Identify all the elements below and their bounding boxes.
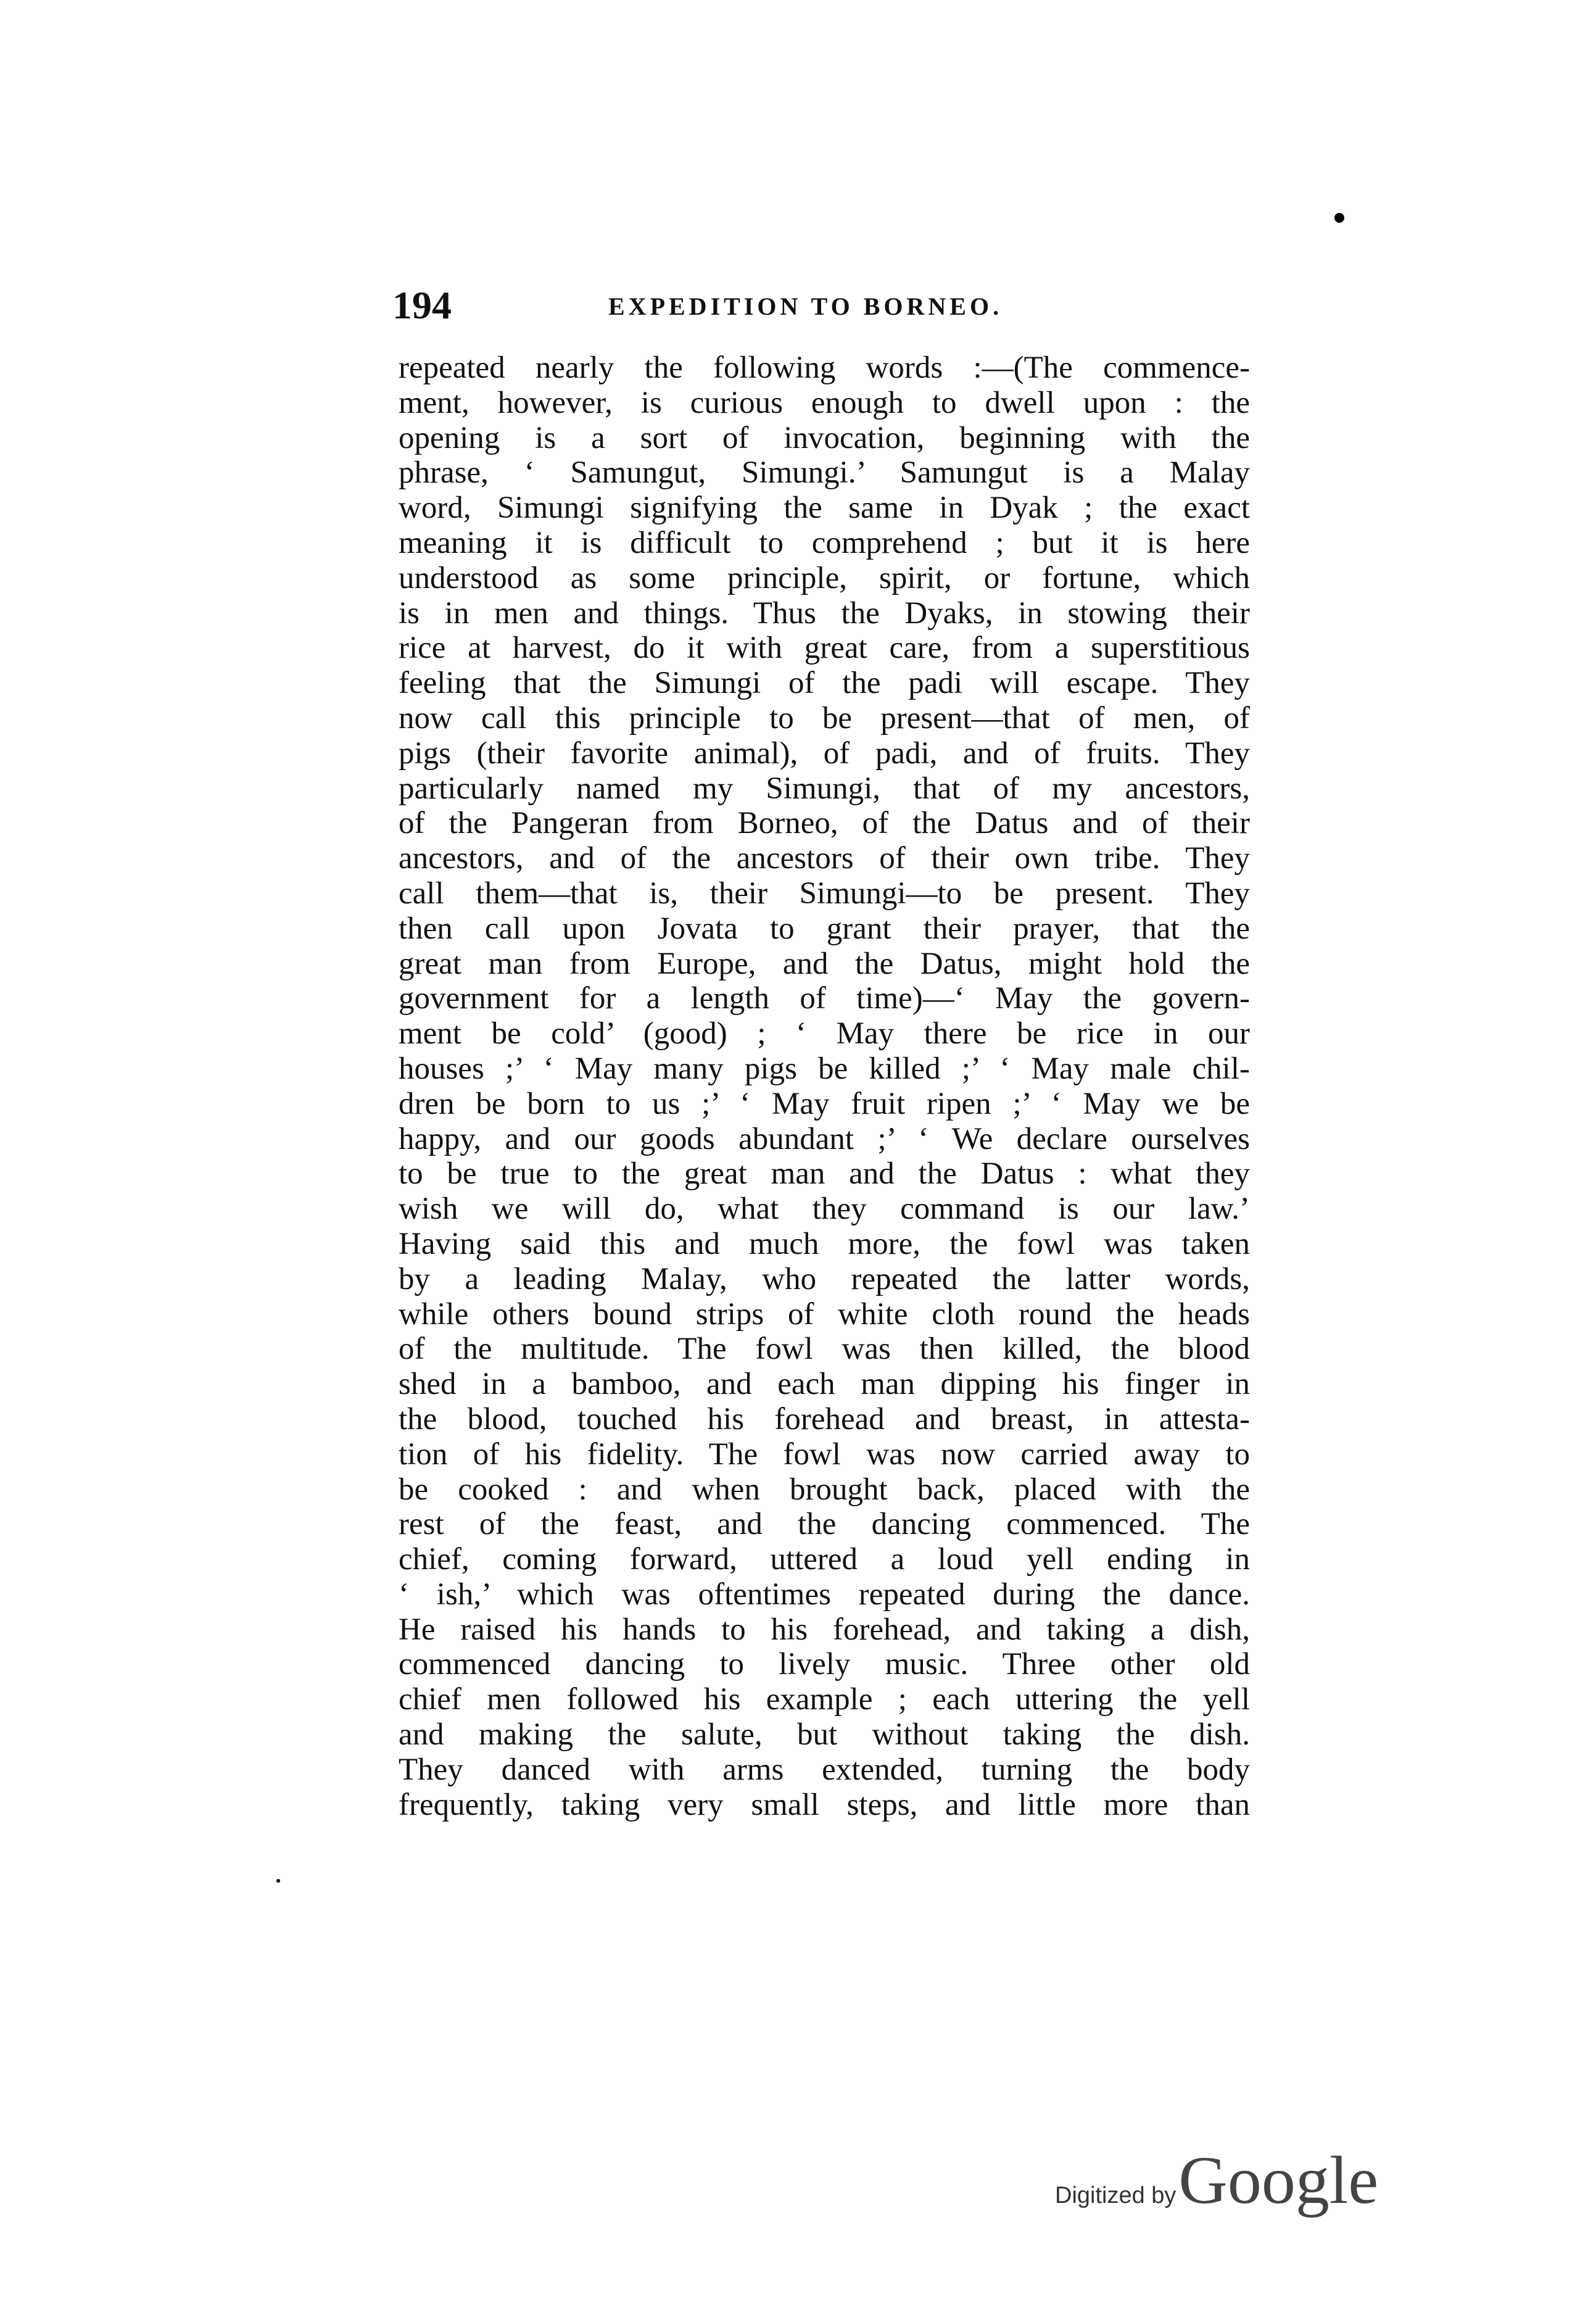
text-line: ment, however, is curious enough to dwell upon : the: [399, 385, 1250, 420]
text-line: They danced with arms extended, turning the body: [399, 1752, 1250, 1787]
text-line: government for a length of time)—‘ May the govern-: [399, 981, 1250, 1016]
text-line: commenced dancing to lively music. Three other old: [399, 1647, 1250, 1682]
text-line: word, Simungi signifying the same in Dyak ; the exact: [399, 491, 1250, 526]
text-line: repeated nearly the following words :—(The commence-: [399, 350, 1250, 385]
text-line: call them—that is, their Simungi—to be present. They: [399, 876, 1250, 911]
text-line: feeling that the Simungi of the padi will escape. They: [399, 666, 1250, 701]
text-line: happy, and our goods abundant ;’ ‘ We declare ourselves: [399, 1121, 1250, 1156]
text-line: shed in a bamboo, and each man dipping his finger in: [399, 1367, 1250, 1402]
text-line: while others bound strips of white cloth round the heads: [399, 1296, 1250, 1332]
text-line: opening is a sort of invocation, beginning with the: [399, 420, 1250, 455]
text-line: understood as some principle, spirit, or fortune, which: [399, 560, 1250, 595]
text-line: chief, coming forward, uttered a loud yell ending in: [399, 1542, 1250, 1577]
text-line: meaning it is difficult to comprehend ; but it is here: [399, 525, 1250, 560]
text-line: great man from Europe, and the Datus, might hold the: [399, 946, 1250, 981]
text-line: pigs (their favorite animal), of padi, and of fruits. They: [399, 736, 1250, 771]
text-line: is in men and things. Thus the Dyaks, in stowing their: [399, 595, 1250, 631]
text-line: frequently, taking very small steps, and little more than: [399, 1787, 1250, 1822]
page-number: 194: [392, 283, 452, 327]
text-line: of the multitude. The fowl was then killed, the blood: [399, 1332, 1250, 1367]
text-line: chief men followed his example ; each uttering the yell: [399, 1682, 1250, 1717]
body-text: [399, 350, 1250, 1822]
watermark-prefix: Digitized by: [1055, 2183, 1176, 2208]
text-line: particularly named my Simungi, that of my ancestors,: [399, 771, 1250, 806]
text-line: houses ;’ ‘ May many pigs be killed ;’ ‘ May male chil-: [399, 1051, 1250, 1086]
digitized-watermark: [1055, 2141, 1379, 2218]
text-line: Having said this and much more, the fowl was taken: [399, 1226, 1250, 1261]
text-line: dren be born to us ;’ ‘ May fruit ripen ;’ ‘ May we be: [399, 1086, 1250, 1121]
running-head: EXPEDITION TO BORNEO.: [608, 292, 1003, 320]
text-line: tion of his fidelity. The fowl was now carried away to: [399, 1437, 1250, 1472]
text-line: to be true to the great man and the Datus : what they: [399, 1156, 1250, 1192]
text-line: phrase, ‘ Samungut, Simungi.’ Samungut is a Malay: [399, 455, 1250, 491]
text-line: of the Pangeran from Borneo, of the Datus and of their: [399, 806, 1250, 841]
page-header: [392, 278, 1244, 333]
watermark-brand: Google: [1178, 2142, 1379, 2218]
text-line: rest of the feast, and the dancing commenced. The: [399, 1507, 1250, 1542]
text-line: the blood, touched his forehead and breast, in attesta-: [399, 1401, 1250, 1437]
ink-speck: [1334, 213, 1344, 223]
text-line: now call this principle to be present—that of men, of: [399, 700, 1250, 736]
text-line: ‘ ish,’ which was oftentimes repeated during the dance.: [399, 1577, 1250, 1612]
text-line: ment be cold’ (good) ; ‘ May there be rice in our: [399, 1016, 1250, 1051]
text-line: by a leading Malay, who repeated the latter words,: [399, 1261, 1250, 1296]
text-line: be cooked : and when brought back, placed with the: [399, 1472, 1250, 1507]
text-line: He raised his hands to his forehead, and taking a dish,: [399, 1612, 1250, 1647]
text-line: wish we will do, what they command is our law.’: [399, 1192, 1250, 1227]
ink-speck: [276, 1879, 280, 1883]
text-line: and making the salute, but without taking the dish.: [399, 1717, 1250, 1752]
text-line: then call upon Jovata to grant their prayer, that the: [399, 911, 1250, 946]
text-line: ancestors, and of the ancestors of their own tribe. They: [399, 841, 1250, 876]
text-line: rice at harvest, do it with great care, from a superstitious: [399, 631, 1250, 666]
